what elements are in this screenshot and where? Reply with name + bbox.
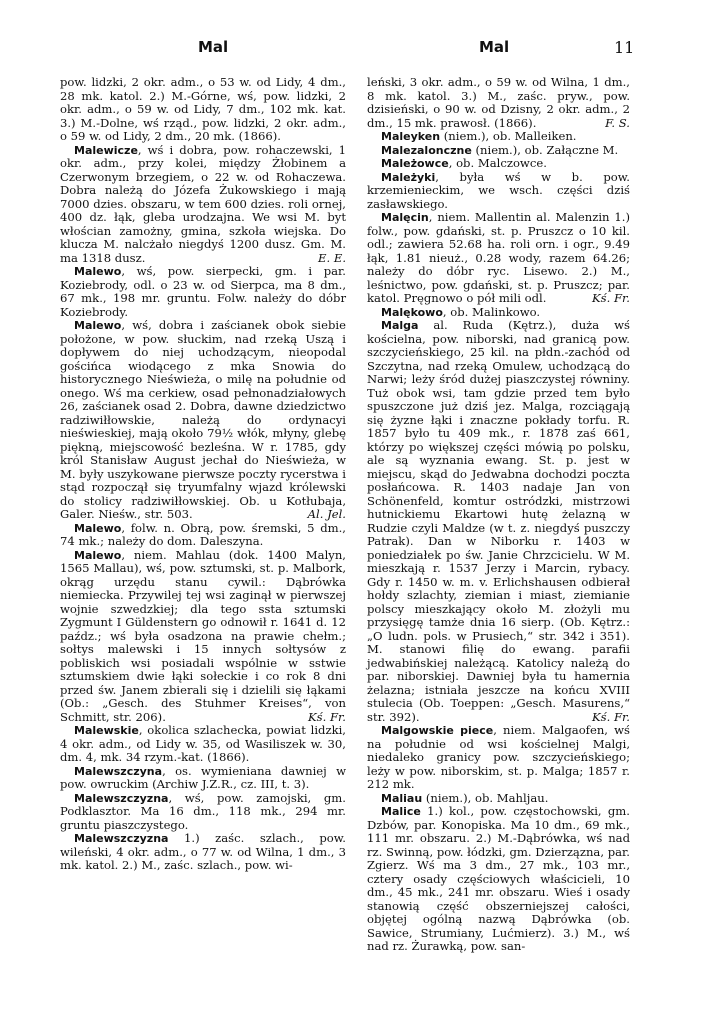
- entry-text: , wś i dobra, pow. rohaczewski, 1 okr. adm., przy kolei, między Żłobinem a Czerwonym brzegiem, o 22 w. od Rohaczewa. Dobra należą do Józefa Żukowskiego i mają 7000 dzies. obszaru, w tem 600 dzies. roli ornej, 400 dz. łąk, gleba urodzajna. We wsi M. byt włościan zamożny, gmina, szkoła wiejska. Do klucza M. nalcżało niegdyś 1200 dusz. Gm. M. ma 1318 dusz.: [60, 142, 346, 265]
- left-column: [60, 76, 346, 873]
- entry-headword: Malewo: [74, 265, 122, 278]
- dictionary-entry: [367, 171, 630, 212]
- entry-author: Kś. Fr.: [592, 709, 630, 724]
- entry-headword: Malewo: [74, 521, 122, 535]
- entry-text: , okolica szlachecka, powiat lidzki, 4 okr. adm., od Lidy w. 35, od Wasiliszek w. 30, dm. 4, mk. 34 rzym.-kat. (1866).: [60, 723, 346, 764]
- entry-author: Kś. Fr.: [308, 709, 346, 724]
- entry-author: F. S.: [605, 115, 630, 130]
- dictionary-entry: [367, 319, 630, 724]
- running-head-left: Mal: [198, 38, 229, 56]
- dictionary-entry: [60, 724, 346, 765]
- dictionary-entry: [60, 144, 346, 266]
- entry-text: , niem. Mallentin al. Malenzin 1.) folw., pow. gdański, st. p. Pruszcz o 10 kil. odl.; zawiera 52.68 ha. roli orn. i ogr., 9.49 łąk, 1.81 nieuż., 0.28 wody, razem 64.26; należy do dóbr ryc. Lisewo. 2.) M., leśnictwo, pow. gdański, st. p. Pruszcz; par. katol. Pręgnowo o pół mili odl.: [367, 210, 630, 305]
- entry-text: , była wś w b. pow. krzemienieckim, we wsch. części dziś zasławskiego.: [367, 169, 630, 211]
- dictionary-entry: [60, 549, 346, 725]
- page-number: 11: [614, 38, 635, 57]
- dictionary-entry: [367, 130, 630, 144]
- entry-author: Al. Jel.: [307, 507, 346, 521]
- entry-headword: Maliau: [381, 791, 423, 805]
- entry-headword: Malewszczyna: [74, 764, 163, 778]
- dictionary-entry: [367, 805, 630, 954]
- entry-headword: Malgowskie piece: [381, 724, 494, 737]
- entry-headword: Malękowo: [381, 305, 443, 319]
- dictionary-entry: [60, 792, 346, 833]
- dictionary-entry: [60, 76, 346, 144]
- dictionary-entry: [367, 211, 630, 306]
- dictionary-entry: [367, 792, 630, 806]
- dictionary-entry: [367, 724, 630, 792]
- entry-text: , os. wymieniana dawniej w pow. owruckim (Archiw J.Z.R., cz. III, t. 3).: [60, 763, 346, 791]
- dictionary-entry: [60, 522, 346, 549]
- entry-text: , ob. Malinkowo.: [442, 304, 541, 319]
- entry-headword: Malewszczyzna: [74, 832, 169, 845]
- entry-text: (niem.), ob. Załączne M.: [471, 142, 619, 157]
- entry-text: al. Ruda (Kętrz.), duża wś kościelna, pow. niborski, nad granicą pow. szczycieńskiego, 25 kil. na płdn.-zachód od Szczytna, nad rzeką Omulew, uchodzącą do Narwi; leży śród dużej piaszczystej równiny. Tuż obok wsi, tam gdzie przed tem było spuszczone już dziś jez. Malga, rozciągają się żyzne łąki i znaczne pokłady torfu. R. 1857 było tu 409 mk., r. 1878 zaś 661, którzy po większej części mówią po polsku, ale są wyznania ewang. St. p. jest w miejscu, skąd do Jedwabna dochodzi poczta posłańcowa. R. 1403 nadaje Jan von Schönenfeld, komtur ostródzki, mistrzowi hutnickiemu Ekartowi hutę żelazną w Rudzie czyli Maldze (w t. z. niegdyś puszczy Patrak). Dan w Niborku r. 1403 w poniedziałek po św. Janie Chrzcicielu. W M. mieszkają r. 1537 Jerzy i Marcin, rybacy. Gdy r. 1450 w. m. v. Erlichshausen odbierał hołdy szlachty, ziemian i miast, ziemianie polscy mieszkający około M. złożyli mu przysięgę tamże dnia 16 sierp. (Ob. Kętrz.: „O ludn. pols. w Prusiech,“ str. 342 i 351). M. stanowi filię do ewang. parafii jedwabińskiej należącą. Katolicy należą do par. niborskiej. Dawniej była tu hamernia żelazna; istniała jeszcze na końcu XVIII stulecia (Ob. Toeppen: „Gesch. Masurens,“ str. 392).: [367, 318, 630, 724]
- entry-headword: Malezalonczne: [381, 143, 472, 157]
- right-column: [367, 76, 630, 954]
- entry-text: , niem. Malgaofen, wś na południe od wsi kościelnej Malgi, niedaleko granicy pow. szczycieńskiego; leży w pow. niborskim, st. p. Malga; 1857 r. 212 mk.: [367, 723, 630, 791]
- dictionary-entry: [367, 76, 630, 130]
- running-head-right: Mal: [479, 38, 510, 56]
- entry-text: leński, 3 okr. adm., o 59 w. od Wilna, 1 dm., 8 mk. katol. 3.) M., zaśc. pryw., pow. dzisieński, o 90 w. od Dzisny, 2 okr. adm., 2 dm., 15 mk. prawosł. (1866).: [367, 75, 630, 130]
- dictionary-entry: [60, 832, 346, 873]
- entry-text: pow. lidzki, 2 okr. adm., o 53 w. od Lidy, 4 dm., 28 mk. katol. 2.) M.-Górne, wś, pow. lidzki, 2 okr. adm., o 59 w. od Lidy, 7 dm., 102 mk. kat. 3.) M.-Dolne, wś rząd., pow. lidzki, 2 okr. adm., o 59 w. od Lidy, 2 dm., 20 mk. (1866).: [60, 75, 346, 143]
- entry-headword: Malewszczyzna: [74, 791, 169, 805]
- dictionary-entry: [367, 157, 630, 171]
- entry-headword: Maleyken: [381, 130, 441, 143]
- entry-headword: Malice: [381, 805, 421, 818]
- entry-headword: Malewskie: [74, 724, 139, 737]
- dictionary-entry: [367, 306, 630, 320]
- entry-text: , ob. Malczowce.: [448, 156, 547, 170]
- entry-author: E. E.: [318, 250, 346, 265]
- entry-text: , wś, pow. sierpecki, gm. i par. Koziebrody, odl. o 23 w. od Sierpca, ma 8 dm., 67 mk., 198 mr. gruntu. Folw. należy do dóbr Koziebrody.: [60, 264, 346, 319]
- entry-headword: Mależowce: [381, 157, 449, 170]
- page-header: [0, 38, 720, 64]
- entry-text: 1.) zaśc. szlach., pow. wileński, 4 okr. adm., o 77 w. od Wilna, 1 dm., 3 mk. katol. 2.) M., zaśc. szlach., pow. wi-: [60, 831, 346, 872]
- entry-headword: Mależyki: [381, 170, 436, 184]
- entry-headword: Malewo: [74, 319, 122, 332]
- entry-author: Kś. Fr.: [592, 291, 630, 305]
- entry-text: , folw. n. Obrą, pow. śremski, 5 dm., 74 mk.; należy do dom. Daleszyna.: [60, 520, 346, 548]
- entry-text: 1.) kol., pow. częstochowski, gm. Dzbów, par. Konopiska. Ma 10 dm., 69 mk., 111 mr. obszaru. 2.) M.-Dąbrówka, wś nad rz. Swinną, pow. łódzki, gm. Dzierzązna, par. Zgierz. Wś ma 3 dm., 27 mk., 103 mr., cztery osady częściowych właścicieli, 10 dm., 45 mk., 241 mr. obszaru. Wieś i osady stanowią część obszerniejszej całości, objętej ogólną nazwą Dąbrówka (ob. Sawice, Strumiany, Lućmierz). 3.) M., wś nad rz. Żurawką, pow. san-: [367, 804, 630, 953]
- entry-text: , niem. Mahlau (dok. 1400 Malyn, 1565 Mallau), wś, pow. sztumski, st. p. Malbork, okrąg urzędu stanu cywil.: Dąbrówka niemiecka. Przywilej tej wsi zaginął w pierwszej wojnie szwedzkiej; dla tego ssta sztumski Zygmunt I Güldenstern go odnowił r. 1641 d. 12 paźdz.; wś była osadzona na prawie chełm.; sołtys malewski i 15 innych sołtysów z pobliskich wsi posiadali wspólnie w sstwie sztumskiem dwie łąki sołeckie i co rok 8 dni przed św. Janem zbierali się i dzielili się łąkami (Ob.: „Gesch. des Stuhmer Kreises“, von Schmitt, str. 206).: [60, 547, 346, 724]
- dictionary-entry: [60, 765, 346, 792]
- entry-text: , wś, dobra i zaścianek obok siebie położone, w pow. słuckim, nad rzeką Uszą i dopływem do niej uchodzącym, nieopodal gościńca wiodącego z mka Snowia do historycznego Nieświeża, o milę na południe od onego. Wś ma cerkiew, osad pełnonadziałowych 26, zaścianek osad 2. Dobra, dawne dziedzictwo radziwiłłowskie, należą do ordynacyi nieświeskiej, mają około 79½ włók, młyny, glebę piękną, miejscowość bezleśna. W r. 1785, gdy król Stanisław August jechał do Nieświeża, w M. były uszykowane pierwsze poczty rycerstwa i stąd rozpoczął się tryumfalny wjazd królewski do stolicy radziwiłłowskiej. Ob. u Kotłubaja, Galer. Nieśw., str. 503.: [60, 318, 346, 521]
- entry-headword: Malewicze: [74, 143, 138, 157]
- entry-text: , wś, pow. zamojski, gm. Podklasztor. Ma 16 dm., 118 mk., 294 mr. gruntu piaszczystego.: [60, 790, 346, 832]
- entry-headword: Malęcin: [381, 211, 429, 224]
- dictionary-entry: [367, 144, 630, 158]
- entry-headword: Malewo: [74, 548, 122, 562]
- entry-text: (niem.), ob. Malleiken.: [440, 129, 577, 143]
- entry-headword: Malga: [381, 319, 419, 332]
- entry-text: (niem.), ob. Mahljau.: [422, 790, 549, 805]
- dictionary-entry: [60, 265, 346, 319]
- dictionary-entry: [60, 319, 346, 522]
